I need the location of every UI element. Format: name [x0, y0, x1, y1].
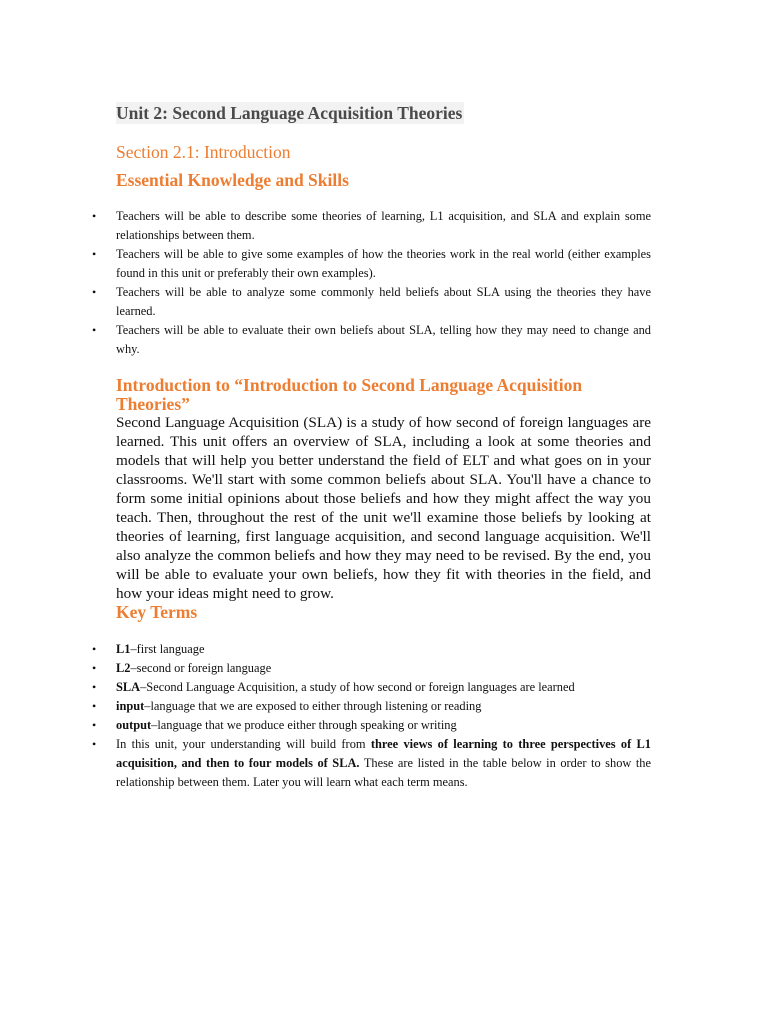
- list-item: [92, 640, 651, 659]
- list-item: [92, 716, 651, 735]
- term-label: input: [116, 699, 145, 713]
- term-label: L2: [116, 661, 131, 675]
- final-item-tail: These are listed in the table below in order to show the relationship between them. Later you will learn what each term means.: [116, 756, 652, 789]
- list-item: [92, 207, 651, 245]
- key-terms-list: [92, 640, 652, 792]
- term-definition: –second or foreign language: [130, 661, 272, 675]
- skill-text: Teachers will be able to describe some theories of learning, L1 acquisition, and SLA and explain some relationships between them.: [116, 209, 651, 242]
- bullet-icon: •: [92, 680, 97, 694]
- list-item: [92, 245, 651, 283]
- list-item: [92, 659, 651, 678]
- section-title: Section 2.1: Introduction: [116, 142, 291, 162]
- final-item-lead: In this unit, your understanding will build from: [116, 737, 371, 751]
- bullet-icon: •: [92, 699, 97, 713]
- list-item: [92, 678, 651, 697]
- list-item: [92, 735, 652, 792]
- essential-skills-heading: Essential Knowledge and Skills: [116, 170, 349, 190]
- bullet-icon: •: [92, 737, 97, 751]
- list-item: [92, 697, 651, 716]
- term-definition: –Second Language Acquisition, a study of how second or foreign languages are learned: [140, 680, 575, 694]
- term-label: SLA: [116, 680, 141, 694]
- introduction-paragraph: Second Language Acquisition (SLA) is a study of how second of foreign languages are learned. This unit offers an overview of SLA, including a look at some theories and models that will help you better understand the field of ELT and what goes on in your classrooms. We'll start with some common beliefs about SLA. You'll have a chance to form some initial opinions about those beliefs and how they might affect the way you teach. Then, throughout the rest of the unit we'll examine those beliefs by looking at theories of learning, first language acquisition, and second language acquisition. We'll also analyze the common beliefs and how they may need to be revised. By the end, you will be able to evaluate your own beliefs, how they fit with theories in the field, and how your ideas might need to grow.: [116, 414, 651, 602]
- bullet-icon: •: [92, 642, 97, 656]
- list-item: [92, 321, 651, 359]
- skill-text: Teachers will be able to analyze some commonly held beliefs about SLA using the theories they have learned.: [116, 285, 651, 318]
- key-terms-heading: Key Terms: [116, 602, 198, 622]
- term-label: output: [116, 718, 152, 732]
- term-definition: –language that we are exposed to either through listening or reading: [144, 699, 482, 713]
- unit-title: Unit 2: Second Language Acquisition Theories: [116, 103, 463, 123]
- bullet-icon: •: [92, 661, 97, 675]
- final-item-bold: three views of learning to three perspectives of L1 acquisition, and then to four models of SLA.: [116, 737, 651, 770]
- bullet-icon: •: [92, 718, 97, 732]
- introduction-heading: Introduction to “Introduction to Second Language Acquisition Theories”: [116, 375, 583, 414]
- term-label: L1: [116, 642, 131, 656]
- term-definition: –first language: [130, 642, 205, 656]
- skill-text: Teachers will be able to give some examples of how the theories work in the real world (either examples found in this unit or preferably their own examples).: [116, 247, 651, 280]
- bullet-icon: •: [92, 285, 97, 299]
- bullet-icon: •: [92, 209, 97, 223]
- bullet-icon: •: [92, 247, 97, 261]
- essential-skills-list: [92, 207, 651, 359]
- term-definition: –language that we produce either through speaking or writing: [151, 718, 457, 732]
- skill-text: Teachers will be able to evaluate their own beliefs about SLA, telling how they may need to change and why.: [116, 323, 651, 356]
- list-item: [92, 283, 651, 321]
- bullet-icon: •: [92, 323, 97, 337]
